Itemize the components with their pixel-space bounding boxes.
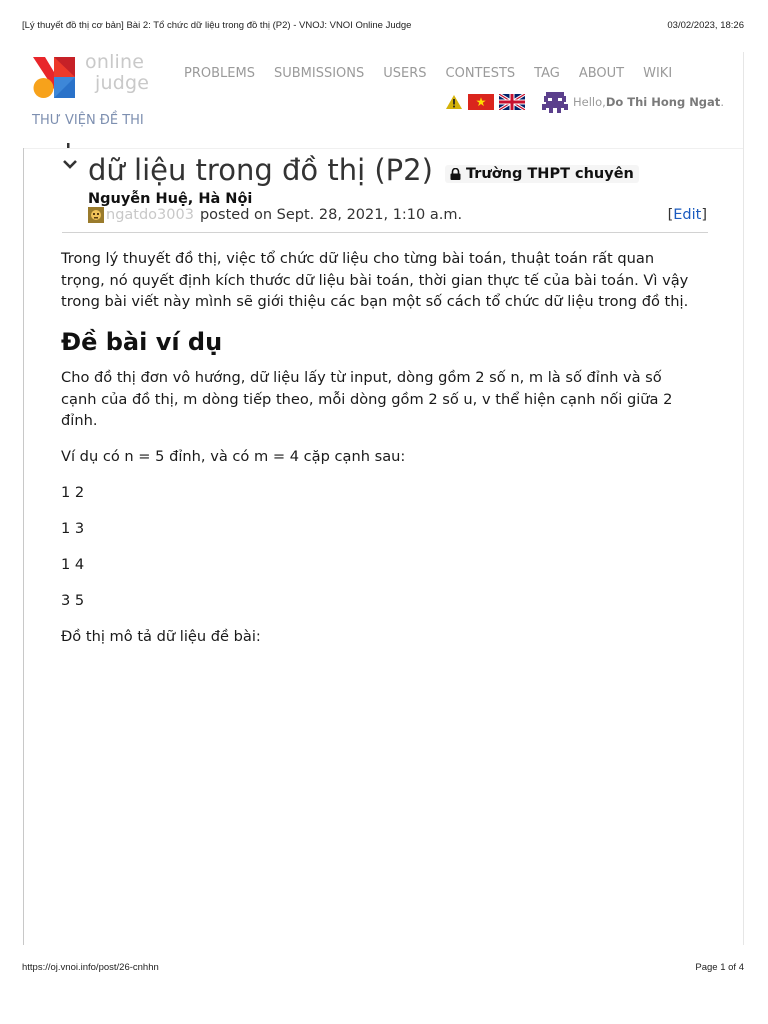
print-header <box>22 20 744 31</box>
vietnam-flag-icon[interactable] <box>468 94 494 110</box>
edge-line: 1 4 <box>61 556 85 573</box>
uk-flag-icon[interactable] <box>499 94 525 110</box>
nav-submissions[interactable]: SUBMISSIONS <box>273 66 365 81</box>
organization-name-cont[interactable]: Nguyễn Huệ, Hà Nội <box>88 191 253 207</box>
greeting-text: Hello, <box>573 95 606 109</box>
nav-contests[interactable]: CONTESTS <box>445 66 516 81</box>
post-content <box>61 248 701 662</box>
posted-on: posted on Sept. 28, 2021, 1:10 a.m. <box>199 207 463 223</box>
vnoj-logo-icon[interactable] <box>33 55 79 99</box>
author-avatar-icon[interactable] <box>88 207 104 223</box>
user-avatar-icon[interactable] <box>542 90 568 114</box>
nav-problems[interactable]: PROBLEMS <box>184 66 255 81</box>
print-url: https://oj.vnoi.info/post/26-cnhhn <box>22 962 159 973</box>
logo-text[interactable] <box>85 52 149 94</box>
user-area <box>446 90 724 114</box>
edge-line: 3 5 <box>61 592 85 609</box>
nav-about[interactable]: ABOUT <box>578 66 625 81</box>
edit-link-wrapper: [Edit] <box>667 207 707 223</box>
print-datetime: 03/02/2023, 18:26 <box>667 20 744 31</box>
organization-badge[interactable] <box>445 165 639 183</box>
author-link[interactable]: ngatdo3003 <box>106 207 194 223</box>
print-footer <box>22 962 744 973</box>
nav-tag[interactable]: TAG <box>534 66 560 81</box>
organization-name: Trường THPT chuyên <box>465 166 634 182</box>
warning-icon[interactable] <box>446 95 462 109</box>
lock-icon <box>450 168 461 180</box>
nav-wiki[interactable]: WIKI <box>643 66 673 81</box>
navbar <box>24 52 743 149</box>
post-title-text: dữ liệu trong đồ thị (P2) <box>88 153 433 187</box>
section-heading: Đề bài ví dụ <box>61 328 223 356</box>
sub-nav-library[interactable]: THƯ VIỆN ĐỀ THI <box>32 113 144 128</box>
edit-link[interactable]: Edit <box>673 207 702 223</box>
username-link[interactable]: Do Thi Hong Ngat <box>605 95 721 109</box>
intro-paragraph: Trong lý thuyết đồ thị, việc tổ chức dữ liệu cho từng bài toán, thuật toán rất quan trọng, nó quyết định kích thước dữ liệu bài toán, thời gian thực tế của bài toán. Vì vậy trong bài viết này mình sẽ giới thiệu các bạn một số cách tổ chức dữ liệu trong đồ thị. <box>61 250 689 310</box>
print-page-number: Page 1 of 4 <box>695 962 744 973</box>
problem-paragraph: Cho đồ thị đơn vô hướng, dữ liệu lấy từ input, dòng gồm 2 số n, m là số đỉnh và số cạnh của đồ thị, m dòng tiếp theo, mỗi dòng gồm 2 số u, v thể hiện cạnh nối giữa 2 đỉnh. <box>61 369 673 429</box>
logo-text-judge: judge <box>95 72 150 94</box>
edge-line: 1 2 <box>61 484 85 501</box>
edge-line: 1 3 <box>61 520 85 537</box>
example-intro: Ví dụ có n = 5 đỉnh, và có m = 4 cặp cạnh sau: <box>61 448 406 465</box>
page-right-border <box>743 52 744 945</box>
logo-text-online: online <box>85 51 145 73</box>
post-title <box>88 153 639 187</box>
nav-users[interactable]: USERS <box>383 66 427 81</box>
main-nav <box>184 66 672 81</box>
post-meta <box>88 207 707 223</box>
page-left-border <box>23 148 24 945</box>
graph-caption: Đồ thị mô tả dữ liệu đề bài: <box>61 628 261 645</box>
greeting-suffix: . <box>720 95 724 109</box>
print-page-title: [Lý thuyết đồ thị cơ bản] Bài 2: Tổ chức dữ liệu trong đồ thị (P2) - VNOJ: VNOI Online Judge <box>22 20 412 31</box>
header-divider <box>62 232 708 233</box>
chevron-down-icon[interactable] <box>63 143 77 173</box>
